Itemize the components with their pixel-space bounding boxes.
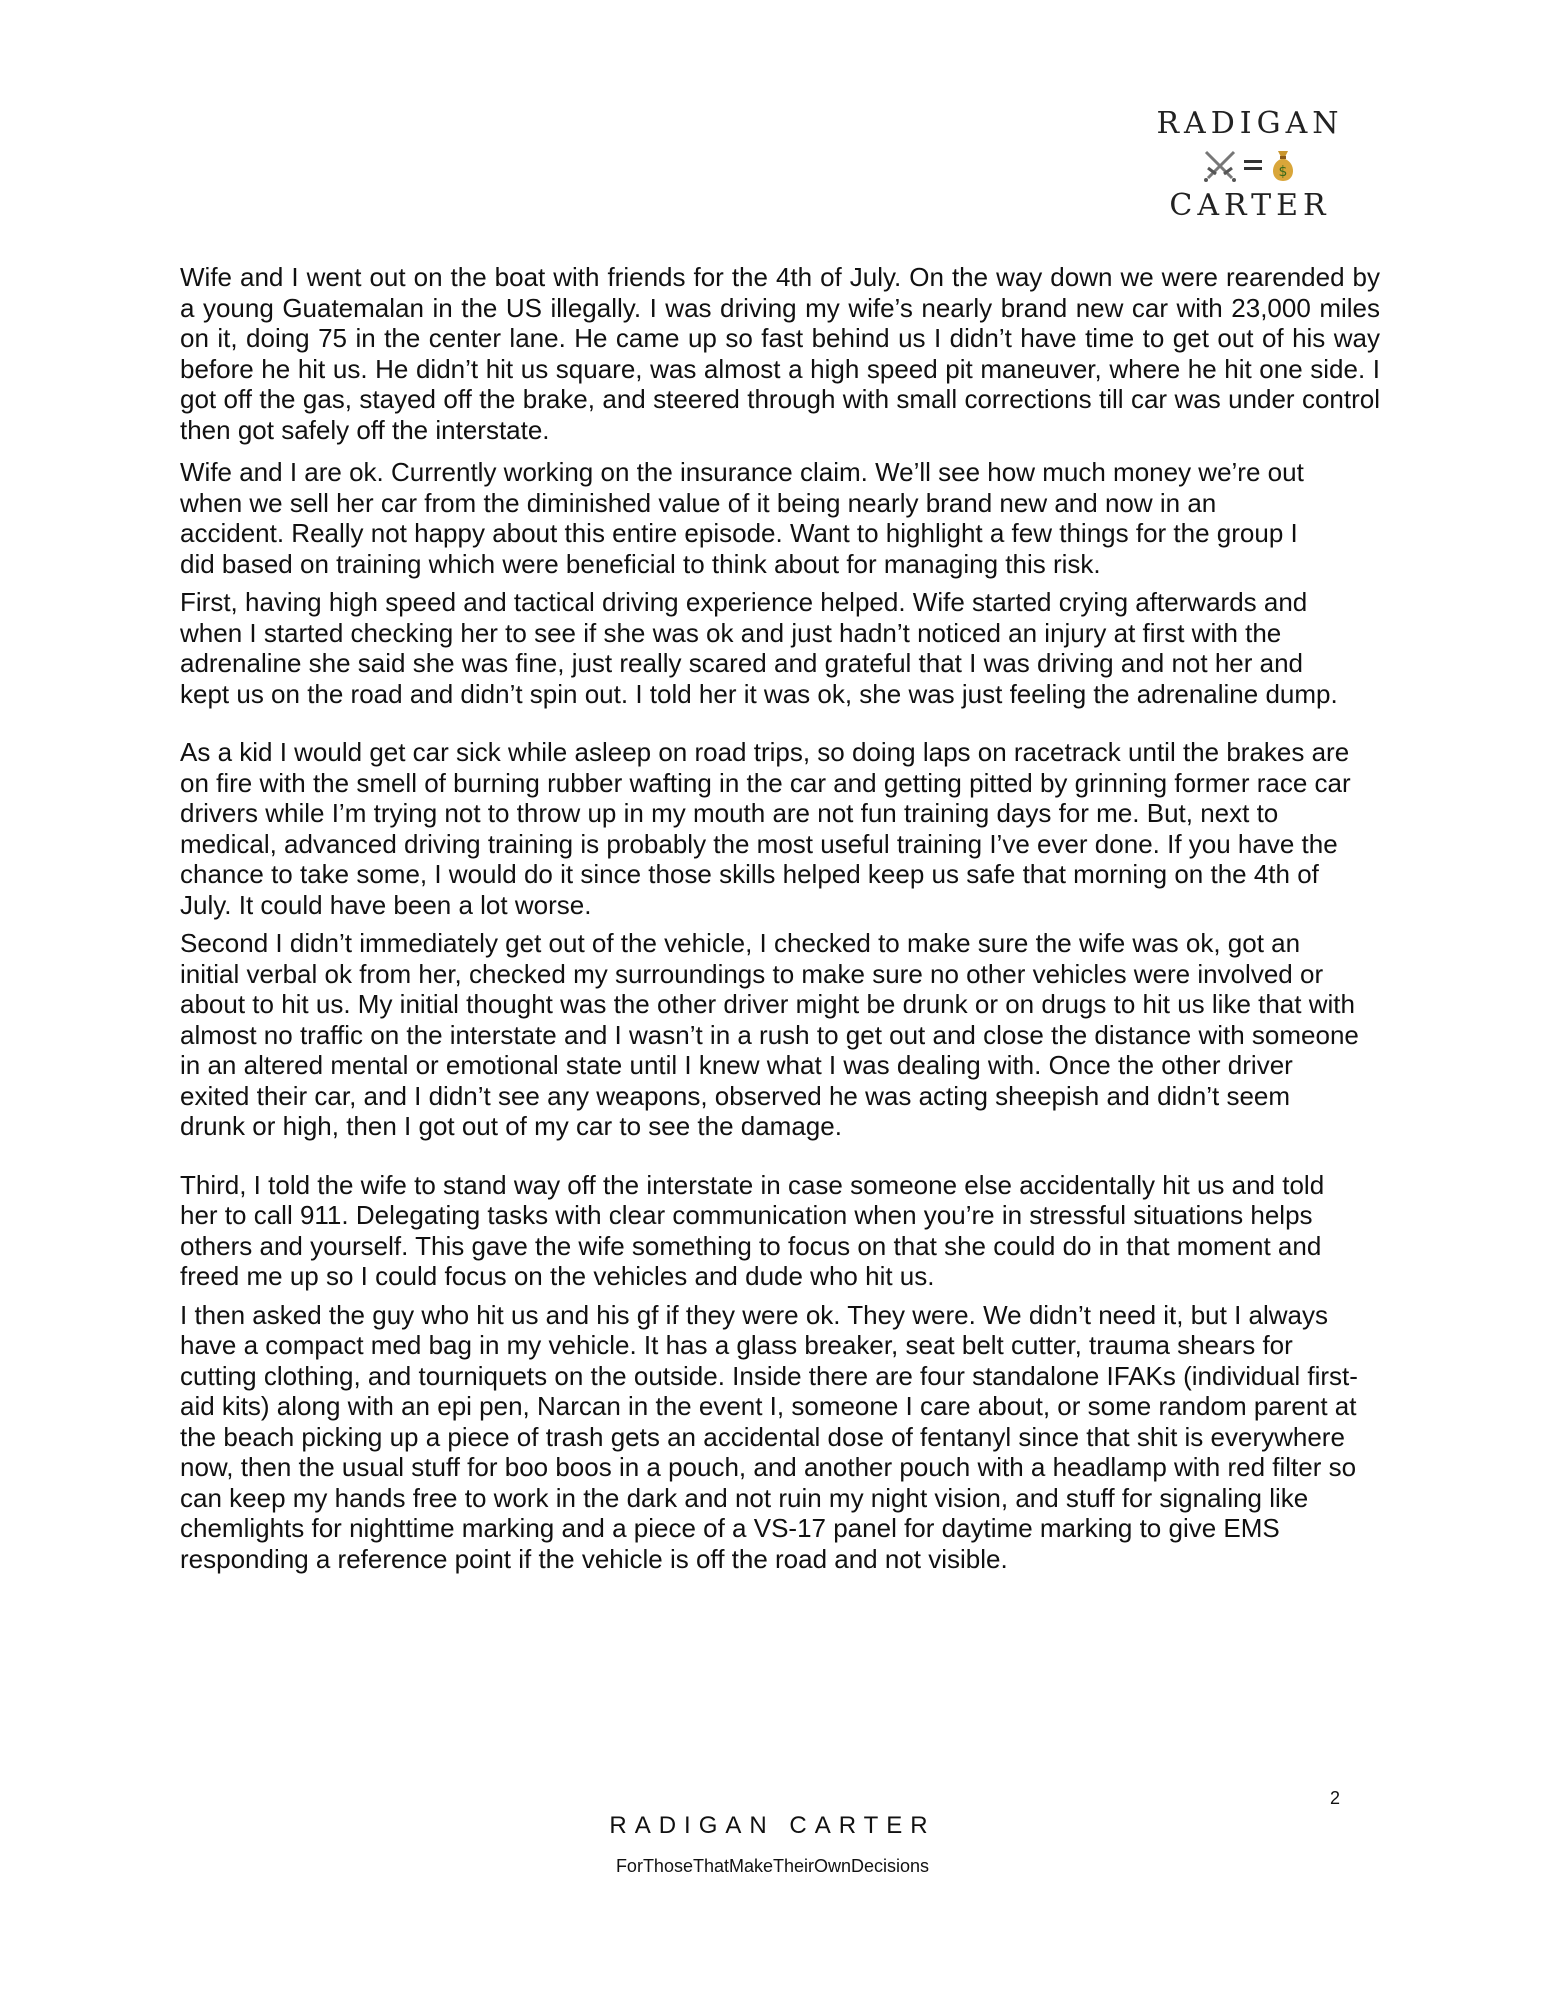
paragraph-6: Third, I told the wife to stand way off the interstate in case someone else accidentally hit us and told her to call 911. Delegating tasks with clear communication when you’re in stressful situations helps others and yourself. This gave the wife something to focus on that she could do in that moment and freed me up so I could focus on the vehicles and dude who hit us.: [180, 1169, 1325, 1291]
logo-top-word: RADIGAN: [1156, 106, 1344, 141]
brand-logo: [1140, 104, 1360, 226]
paragraph-1: Wife and I went out on the boat with friends for the 4th of July. On the way down we were rearended by a young Guatemalan in the US illegally. I was driving my wife’s nearly brand new car with 23,000 miles on it, doing 75 in the center lane. He came up so fast behind us I didn’t have time to get out of his way before he hit us. He didn’t hit us square, was almost a high speed pit maneuver, where he hit one side. I got off the gas, stayed off the brake, and steered through with small corrections till car was under control then got safely off the interstate.: [180, 262, 1380, 445]
paragraph-3: First, having high speed and tactical driving experience helped. Wife started crying afterwards and when I started checking her to see if she was ok and just hadn’t noticed an injury at first with the adrenaline she said she was fine, just really scared and grateful that I was driving and not her and kept us on the road and didn’t spin out. I told her it was ok, she was just feeling the adrenaline dump.: [180, 587, 1338, 709]
paragraph-2: Wife and I are ok. Currently working on the insurance claim. We’ll see how much money we’re out when we sell her car from the diminished value of it being nearly brand new and now in an accident. Really not happy about this entire episode. Want to highlight a few things for the group I did based on training which were beneficial to think about for managing this risk.: [180, 457, 1304, 579]
footer-brand: RADIGAN CARTER: [609, 1812, 936, 1839]
logo-bottom-word: CARTER: [1169, 188, 1331, 223]
crossed-swords-icon: [1202, 148, 1238, 182]
footer-tagline: ForThoseThatMakeTheirOwnDecisions: [615, 1856, 930, 1876]
paragraph-4: As a kid I would get car sick while asleep on road trips, so doing laps on racetrack until the brakes are on fire with the smell of burning rubber wafting in the car and getting pitted by grinning former race car drivers while I’m trying not to throw up in my mouth are not fun training days for me. But, next to medical, advanced driving training is probably the most useful training I’ve ever done. If you have the chance to take some, I would do it since those skills helped keep us safe that morning on the 4th of July. It could have been a lot worse.: [180, 737, 1351, 920]
paragraph-7: I then asked the guy who hit us and his gf if they were ok. They were. We didn’t need it, but I always have a compact med bag in my vehicle. It has a glass breaker, seat belt cutter, trauma shears for cutting clothing, and tourniquets on the outside. Inside there are four standalone IFAKs (individual first-aid kits) along with an epi pen, Narcan in the event I, someone I care about, or some random parent at the beach picking up a piece of trash gets an accidental dose of fentanyl since that shit is everywhere now, then the usual stuff for boo boos in a pouch, and another pouch with a headlamp with red filter so can keep my hands free to work in the dark and not ruin my night vision, and stuff for signaling like chemlights for nighttime marking and a piece of a VS-17 panel for daytime marking to give EMS responding a reference point if the vehicle is off the road and not visible.: [180, 1299, 1358, 1574]
logo-icon-row: [1140, 144, 1360, 186]
money-bag-icon: [1268, 147, 1298, 183]
svg-text:$: $: [1278, 164, 1288, 180]
page-number: 2: [1330, 1788, 1341, 1808]
paragraph-5: Second I didn’t immediately get out of the vehicle, I checked to make sure the wife was ok, got an initial verbal ok from her, checked my surroundings to make sure no other vehicles were involved or about to hit us. My initial thought was the other driver might be drunk or on drugs to hit us like that with almost no traffic on the interstate and I wasn’t in a rush to get out and close the distance with someone in an altered mental or emotional state until I knew what I was dealing with. Once the other driver exited their car, and I didn’t see any weapons, observed he was acting sheepish and didn’t seem drunk or high, then I got out of my car to see the damage.: [180, 928, 1359, 1141]
document-body: [180, 262, 1380, 1574]
equals-icon: [1242, 155, 1264, 175]
